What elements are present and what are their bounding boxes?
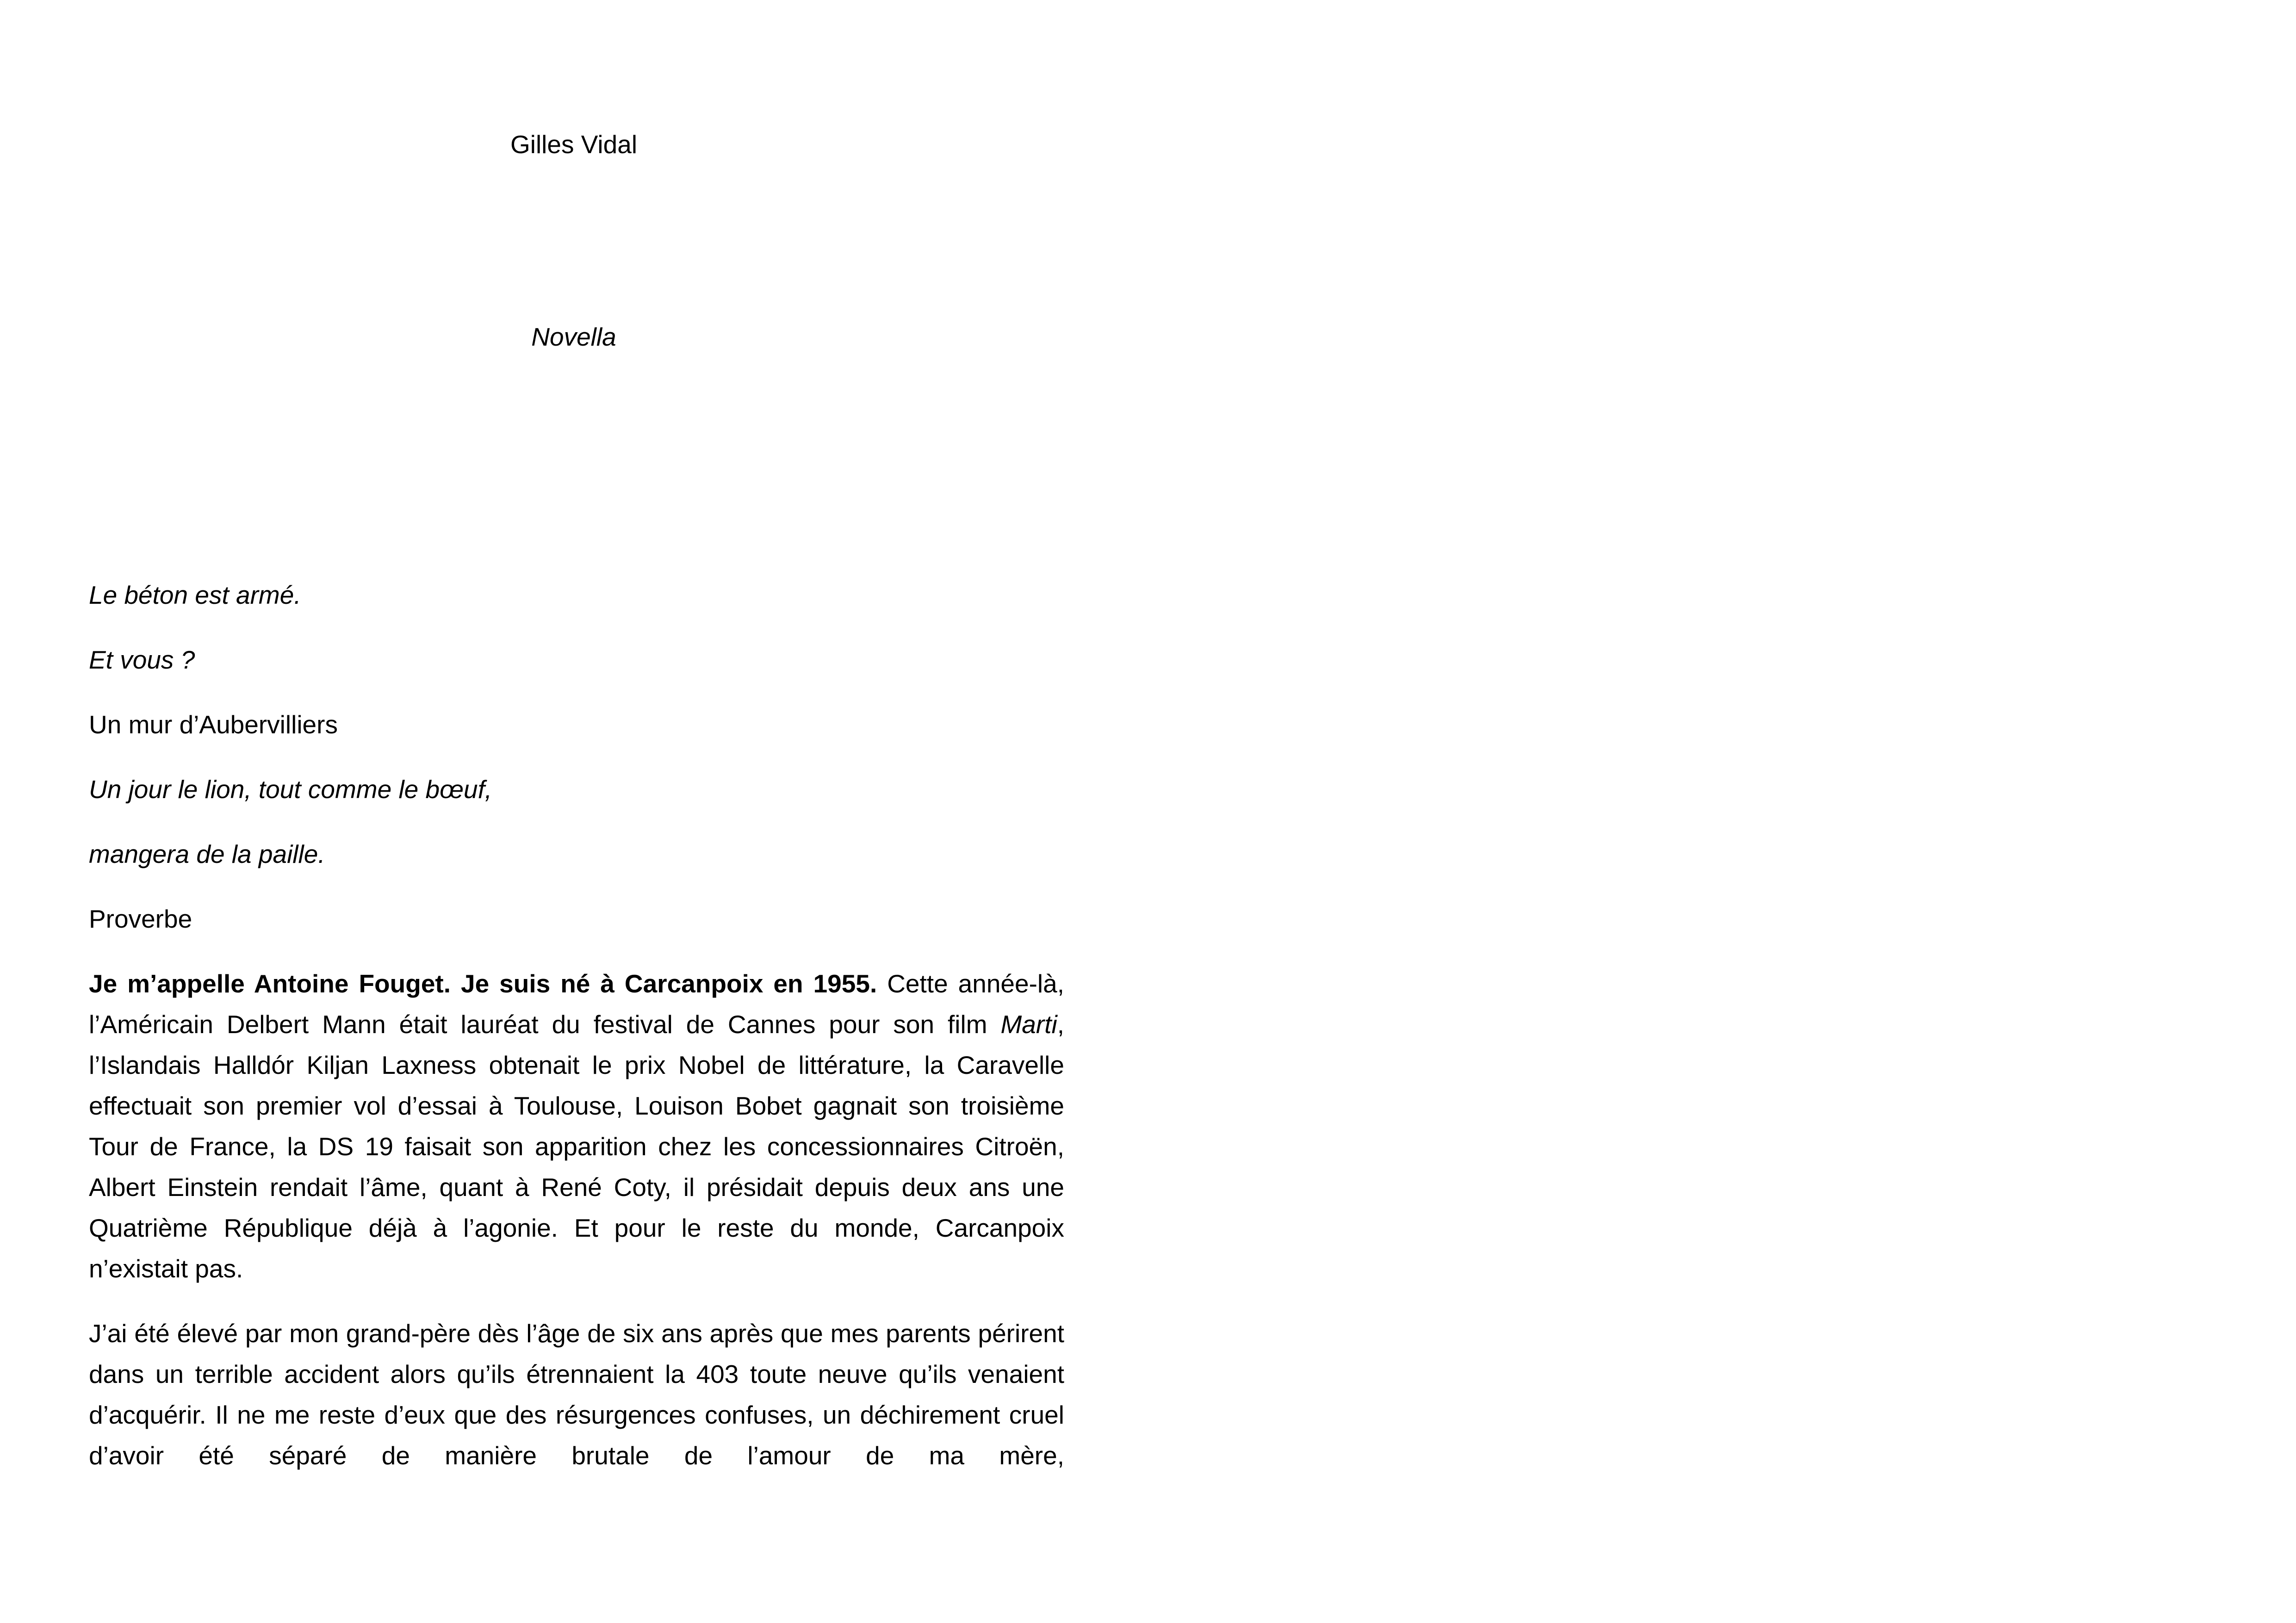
opening-sentence: Je m’appelle Antoine Fouget. Je suis né à Carcanpoix en 1955. <box>89 969 877 998</box>
epigraph1-line1: Le béton est armé. <box>89 581 301 609</box>
film-title: Marti <box>1000 1010 1057 1039</box>
left-column <box>89 575 1064 1500</box>
epigraph1-source: Un mur d’Aubervilliers <box>89 710 338 739</box>
left-paragraph-1 <box>89 963 1064 1289</box>
genre-label: Novella <box>531 322 616 351</box>
para1-text-a: Cette année-là, l’Américain Delbert Mann était lauréat du festival de Cannes pour son film <box>89 969 1064 1039</box>
author-name: Gilles Vidal <box>510 130 638 159</box>
epigraph2-line1: Un jour le lion, tout comme le bœuf, <box>89 775 492 804</box>
para1-text-b: , l’Islandais Halldór Kiljan Laxness obtenait le prix Nobel de littérature, la Caravelle effectuait son premier vol d’essai à Toulouse, Louison Bobet gagnait son troisième Tour de France, la DS 19 faisait son apparition chez les concessionnaires Citroën, Albert Einstein rendait l’âme, quant à René Coty, il présidait depuis deux ans une Quatrième République déjà à l’agonie. Et pour le reste du monde, Carcanpoix n’existait pas. <box>89 1010 1064 1283</box>
epigraph2-source: Proverbe <box>89 904 192 933</box>
epigraph1-line2: Et vous ? <box>89 645 195 674</box>
left-paragraph-2: J’ai été élevé par mon grand-père dès l’âge de six ans après que mes parents périrent dans un terrible accident alors qu’ils étrennaient la 403 toute neuve qu’ils venaient d’acquérir. Il ne me reste d’eux que des résurgences confuses, un déchirement cruel d’avoir été séparé de manière brutale de l’amour de ma mère, <box>89 1319 1064 1470</box>
right-page <box>1148 0 2296 1623</box>
epigraph2-line2: mangera de la paille. <box>89 840 325 868</box>
